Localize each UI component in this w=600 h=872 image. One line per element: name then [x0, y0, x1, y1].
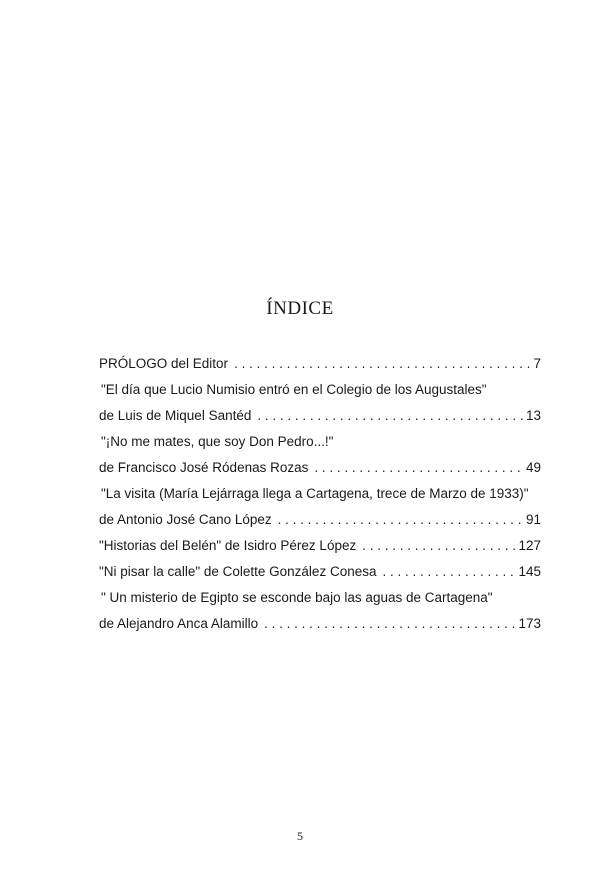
toc-entry-title: "La visita (María Lejárraga llega a Cartagena, trece de Marzo de 1933)" [101, 486, 529, 501]
toc-page-number: 91 [525, 512, 541, 527]
dot-leader [257, 403, 524, 429]
toc-entry-author: de Luis de Miquel Santéd [99, 408, 252, 423]
toc-entry-author: de Antonio José Cano López [99, 512, 272, 527]
toc-entry-prologue [99, 351, 541, 377]
dot-leader [382, 559, 516, 585]
toc-entry-title: "Historias del Belén" de Isidro Pérez López [99, 538, 357, 553]
page-number: 5 [297, 829, 303, 843]
toc-page-number: 127 [518, 538, 541, 553]
dot-leader [264, 611, 516, 637]
toc-page-number: 13 [525, 408, 541, 423]
toc-entry-author-line [99, 611, 541, 637]
toc-page-number: 173 [518, 616, 541, 631]
dot-leader [234, 351, 531, 377]
toc-entry-author-line [99, 507, 541, 533]
toc-entry-title: "¡No me mates, que soy Don Pedro...!" [101, 434, 334, 449]
toc-page-number: 49 [525, 460, 541, 475]
toc-entry-author: de Alejandro Anca Alamillo [99, 616, 259, 631]
toc-entry-author-line [99, 403, 541, 429]
dot-leader [314, 455, 524, 481]
toc-entry-single-line [99, 533, 541, 559]
toc-entry-title: "Ni pisar la calle" de Colette González Conesa [99, 564, 377, 579]
toc-page-number: 7 [533, 356, 541, 371]
toc-entry-author: de Francisco José Ródenas Rozas [99, 460, 309, 475]
toc-page-number: 145 [518, 564, 541, 579]
dot-leader [362, 533, 516, 559]
toc-entry-author-line [99, 455, 541, 481]
toc-entry-label: PRÓLOGO del Editor [99, 356, 229, 371]
page-title: ÍNDICE [266, 298, 334, 319]
toc-entry-title: "El día que Lucio Numisio entró en el Colegio de los Augustales" [101, 382, 487, 397]
toc-entry-title: " Un misterio de Egipto se esconde bajo las aguas de Cartagena" [101, 590, 493, 605]
toc-entry-single-line [99, 559, 541, 585]
table-of-contents [99, 351, 541, 637]
dot-leader [278, 507, 524, 533]
